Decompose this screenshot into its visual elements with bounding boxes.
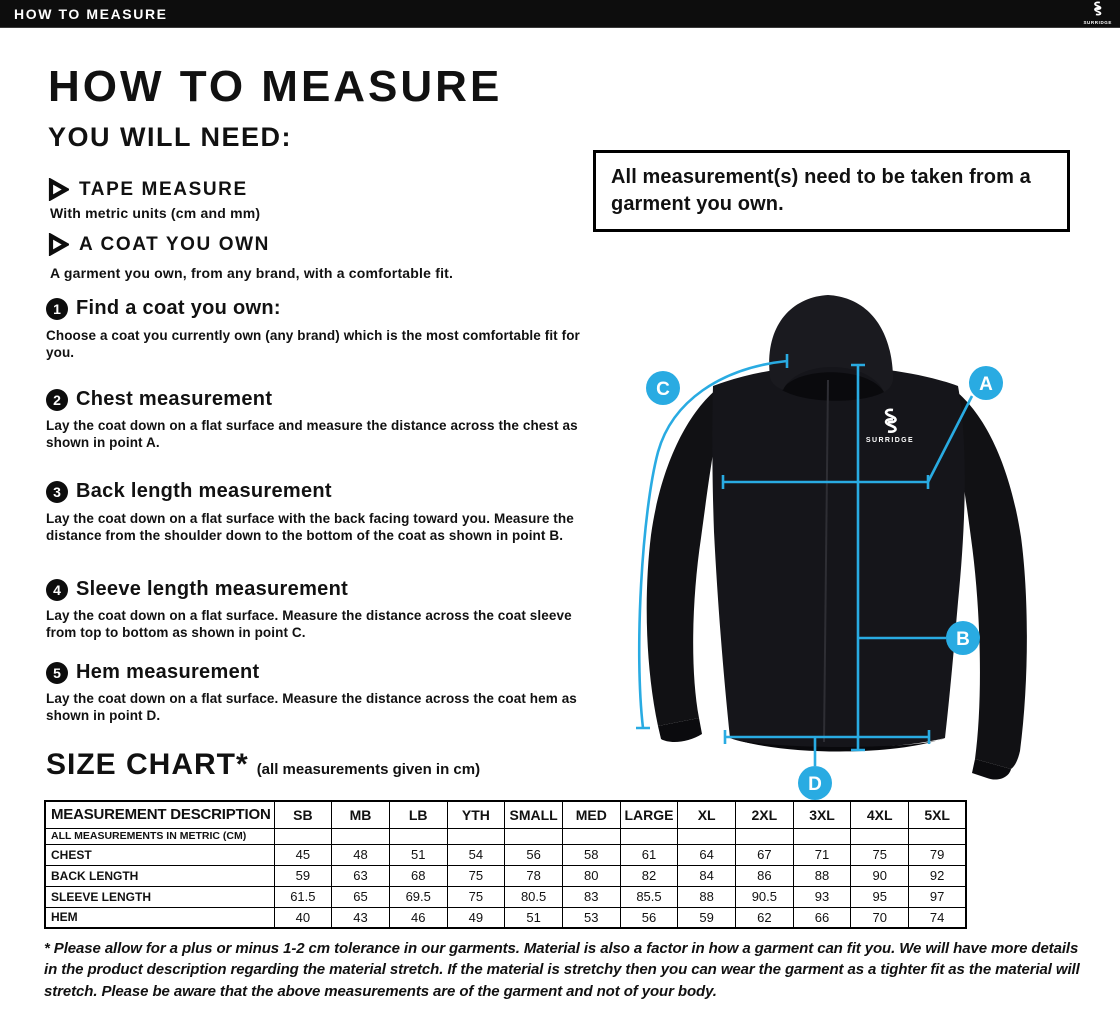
measurement-value-cell: 83: [562, 886, 620, 907]
measurement-value-cell: 40: [274, 907, 332, 928]
size-chart-unit-row: [45, 828, 966, 844]
column-header-size: YTH: [447, 801, 505, 828]
measurement-value-cell: 88: [678, 886, 736, 907]
measurement-value-cell: 64: [678, 844, 736, 865]
step-number-badge: 2: [46, 389, 68, 411]
measurement-value-cell: 59: [274, 865, 332, 886]
measurement-value-cell: 78: [505, 865, 563, 886]
step-number-badge: 1: [46, 298, 68, 320]
svg-text:B: B: [956, 629, 970, 650]
column-header-size: 2XL: [736, 801, 794, 828]
unit-row-empty-cell: [793, 828, 851, 844]
measurement-value-cell: 61.5: [274, 886, 332, 907]
step-number-badge: 4: [46, 579, 68, 601]
unit-row-empty-cell: [332, 828, 390, 844]
measurement-value-cell: 92: [909, 865, 967, 886]
column-header-size: MED: [562, 801, 620, 828]
jacket-body: [712, 366, 964, 749]
measurement-value-cell: 86: [736, 865, 794, 886]
measurement-label-cell: CHEST: [45, 844, 274, 865]
measurement-value-cell: 80: [562, 865, 620, 886]
measurement-value-cell: 51: [505, 907, 563, 928]
need-item-description: With metric units (cm and mm): [50, 205, 261, 221]
top-bar: [0, 0, 1120, 28]
measurement-value-cell: 75: [447, 865, 505, 886]
column-header-size: LARGE: [620, 801, 678, 828]
measurement-value-cell: 58: [562, 844, 620, 865]
size-chart-title: SIZE CHART*: [46, 748, 249, 781]
measurement-value-cell: 75: [447, 886, 505, 907]
need-item-coat: [48, 233, 270, 256]
need-item-tape-measure: [48, 178, 248, 201]
measurement-value-cell: 63: [332, 865, 390, 886]
measurement-label-cell: BACK LENGTH: [45, 865, 274, 886]
measurement-label-cell: HEM: [45, 907, 274, 928]
measurement-value-cell: 53: [562, 907, 620, 928]
measurement-value-cell: 84: [678, 865, 736, 886]
you-will-need-heading: YOU WILL NEED:: [48, 122, 293, 152]
unit-row-empty-cell: [909, 828, 967, 844]
step-3-body: Lay the coat down on a flat surface with the back facing toward you. Measure the distance from the shoulder down to the bottom of the coat as shown in point B.: [46, 511, 574, 543]
step-title: Back length measurement: [76, 480, 332, 502]
size-chart-data-row: [45, 907, 966, 928]
measurement-value-cell: 85.5: [620, 886, 678, 907]
step-5-body: Lay the coat down on a flat surface. Measure the distance across the coat hem as shown in point D.: [46, 691, 577, 723]
measurement-value-cell: 70: [851, 907, 909, 928]
step-2-heading: [46, 388, 272, 411]
jacket-measurement-diagram: [600, 280, 1120, 840]
measurement-value-cell: 90: [851, 865, 909, 886]
measurement-value-cell: 74: [909, 907, 967, 928]
unit-row-empty-cell: [447, 828, 505, 844]
size-chart-heading: [46, 748, 480, 782]
measurement-value-cell: 48: [332, 844, 390, 865]
triangle-bullet-icon: [48, 178, 69, 201]
unit-row-empty-cell: [274, 828, 332, 844]
measurement-value-cell: 82: [620, 865, 678, 886]
measurement-value-cell: 97: [909, 886, 967, 907]
step-number-badge: 5: [46, 662, 68, 684]
column-header-size: 3XL: [793, 801, 851, 828]
measurement-value-cell: 51: [389, 844, 447, 865]
unit-row-empty-cell: [562, 828, 620, 844]
unit-row-empty-cell: [736, 828, 794, 844]
unit-row-empty-cell: [505, 828, 563, 844]
step-title: Find a coat you own:: [76, 297, 281, 319]
need-item-label: TAPE MEASURE: [79, 178, 248, 200]
measurement-value-cell: 59: [678, 907, 736, 928]
step-5-heading: [46, 661, 259, 684]
size-chart-header-row: [45, 801, 966, 828]
measurement-value-cell: 62: [736, 907, 794, 928]
svg-text:C: C: [656, 379, 670, 400]
measurement-value-cell: 54: [447, 844, 505, 865]
brand-logo: [1083, 1, 1120, 26]
measurement-value-cell: 65: [332, 886, 390, 907]
measurement-value-cell: 79: [909, 844, 967, 865]
measurement-value-cell: 71: [793, 844, 851, 865]
brand-logo-text: SURRIDGE: [1083, 20, 1112, 26]
measurement-value-cell: 46: [389, 907, 447, 928]
page-title: HOW TO MEASURE: [48, 62, 503, 111]
step-4-body: Lay the coat down on a flat surface. Measure the distance across the coat sleeve from top to bottom as shown in point C.: [46, 608, 572, 640]
step-1-heading: [46, 297, 281, 320]
measurement-value-cell: 95: [851, 886, 909, 907]
need-item-description: A garment you own, from any brand, with a comfortable fit.: [50, 265, 454, 281]
column-header-description: MEASUREMENT DESCRIPTION: [45, 801, 274, 828]
triangle-bullet-icon: [48, 233, 69, 256]
surridge-s-icon: [1091, 1, 1104, 20]
measurement-value-cell: 61: [620, 844, 678, 865]
step-4-heading: [46, 578, 348, 601]
column-header-size: SB: [274, 801, 332, 828]
jacket-illustration: [600, 280, 1120, 840]
measurement-value-cell: 93: [793, 886, 851, 907]
svg-text:D: D: [808, 774, 822, 795]
measurement-value-cell: 49: [447, 907, 505, 928]
measurement-value-cell: 67: [736, 844, 794, 865]
unit-row-label: ALL MEASUREMENTS IN METRIC (CM): [45, 828, 274, 844]
column-header-size: 5XL: [909, 801, 967, 828]
measurement-value-cell: 68: [389, 865, 447, 886]
step-2-body: Lay the coat down on a flat surface and measure the distance across the chest as shown in point A.: [46, 418, 578, 450]
step-title: Sleeve length measurement: [76, 578, 349, 600]
size-chart-data-row: [45, 865, 966, 886]
size-chart-subtitle: (all measurements given in cm): [256, 761, 481, 778]
notice-box: All measurement(s) need to be taken from a garment you own.: [593, 150, 1070, 232]
measurement-value-cell: 88: [793, 865, 851, 886]
svg-text:A: A: [979, 374, 993, 395]
unit-row-empty-cell: [389, 828, 447, 844]
unit-row-empty-cell: [851, 828, 909, 844]
measurement-value-cell: 56: [620, 907, 678, 928]
unit-row-empty-cell: [620, 828, 678, 844]
svg-text:SURRIDGE: SURRIDGE: [865, 437, 915, 444]
measurement-value-cell: 80.5: [505, 886, 563, 907]
measurement-value-cell: 56: [505, 844, 563, 865]
column-header-size: LB: [389, 801, 447, 828]
measurement-value-cell: 90.5: [736, 886, 794, 907]
column-header-size: XL: [678, 801, 736, 828]
measurement-value-cell: 69.5: [389, 886, 447, 907]
column-header-size: SMALL: [505, 801, 563, 828]
measurement-value-cell: 66: [793, 907, 851, 928]
need-item-label: A COAT YOU OWN: [79, 233, 270, 255]
column-header-size: MB: [332, 801, 390, 828]
step-title: Hem measurement: [76, 661, 260, 683]
size-chart-data-row: [45, 886, 966, 907]
size-chart-table: [44, 800, 967, 929]
column-header-size: 4XL: [851, 801, 909, 828]
measurement-label-cell: SLEEVE LENGTH: [45, 886, 274, 907]
step-3-heading: [46, 480, 332, 503]
tolerance-footnote: * Please allow for a plus or minus 1-2 cm tolerance in our garments. Material is also a factor in how a garment can fit you. We will have more details in the product description regarding the material stretch. If the material is stretchy then you can wear the garment as a tighter fit as the material will stretch. Please be aware that the above measurements are of the garment and not of your body.: [44, 940, 1080, 1000]
step-1-body: Choose a coat you currently own (any brand) which is the most comfortable fit for you.: [46, 328, 580, 360]
step-title: Chest measurement: [76, 388, 273, 410]
measurement-value-cell: 75: [851, 844, 909, 865]
top-bar-title: HOW TO MEASURE: [14, 5, 168, 22]
unit-row-empty-cell: [678, 828, 736, 844]
measurement-value-cell: 45: [274, 844, 332, 865]
step-number-badge: 3: [46, 481, 68, 503]
measurement-value-cell: 43: [332, 907, 390, 928]
size-chart-data-row: [45, 844, 966, 865]
